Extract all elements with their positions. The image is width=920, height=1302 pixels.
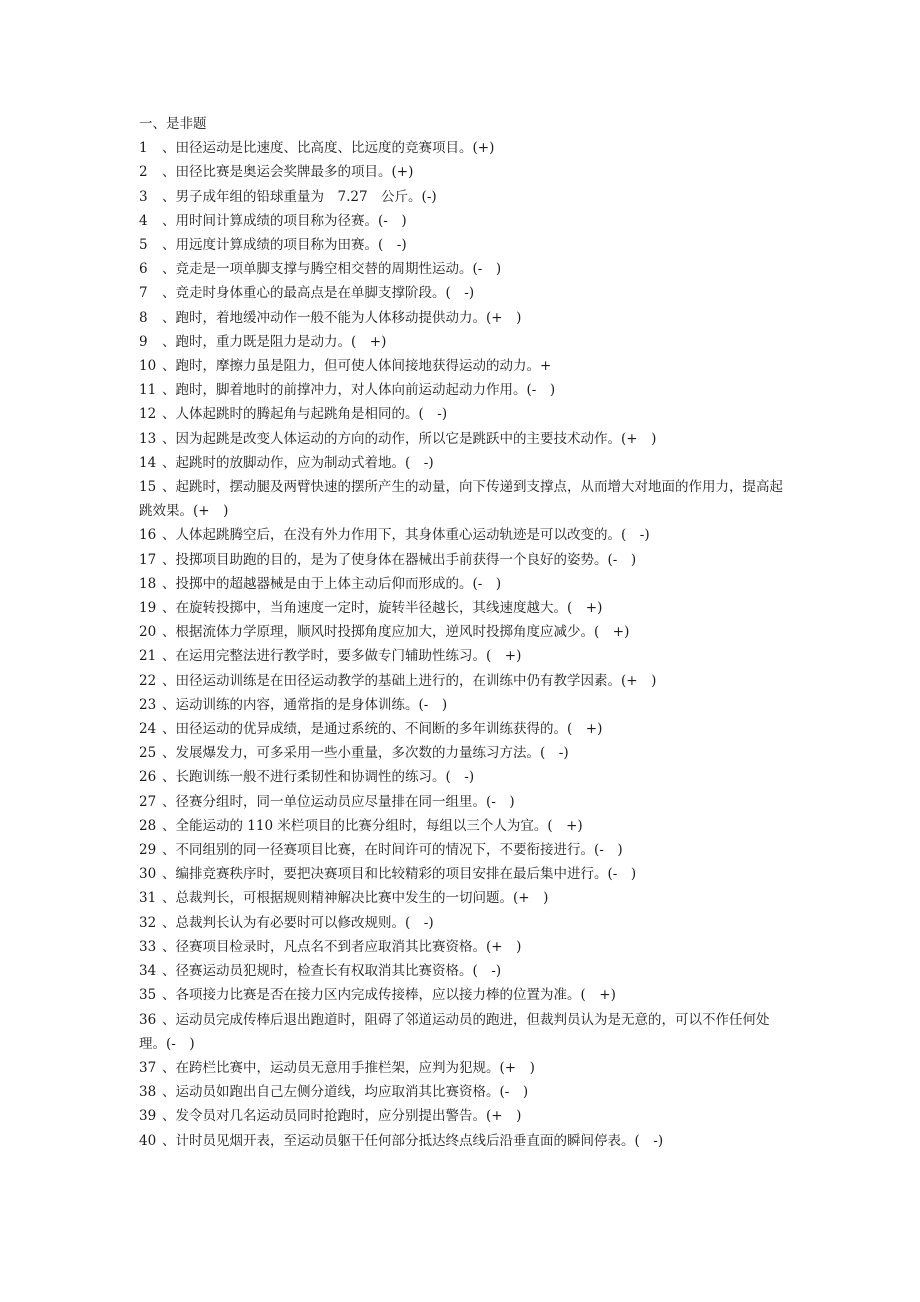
question-number: 4 <box>139 212 148 229</box>
question-number: 30 <box>139 866 157 883</box>
question-item <box>139 669 787 693</box>
question-number: 32 <box>139 914 157 931</box>
question-item <box>139 1080 787 1104</box>
question-list <box>139 136 787 1153</box>
question-number: 3 <box>139 188 148 205</box>
question-item <box>139 257 787 281</box>
question-number: 14 <box>139 454 157 471</box>
question-item <box>139 427 787 451</box>
question-item <box>139 983 787 1007</box>
question-number: 40 <box>139 1132 157 1149</box>
question-text: 、田径比赛是奥运会奖牌最多的项目。(+) <box>162 164 414 181</box>
question-item <box>139 330 787 354</box>
question-text: 、长跑训练一般不进行柔韧性和协调性的练习。( -) <box>162 769 475 786</box>
question-text: 、总裁判长，可根据规则精神解决比赛中发生的一切问题。(+ ) <box>162 890 549 907</box>
question-text: 、因为起跳是改变人体运动的方向的动作，所以它是跳跃中的主要技术动作。(+ ) <box>162 430 657 447</box>
question-text: 、径赛分组时，同一单位运动员应尽量排在同一组里。(- ) <box>162 793 515 810</box>
question-item <box>139 620 787 644</box>
question-text: 、不同组别的同一径赛项目比赛，在时间许可的情况下，不要衔接进行。(- ) <box>162 842 623 859</box>
question-number: 6 <box>139 261 148 278</box>
question-number: 36 <box>139 1011 157 1028</box>
question-item <box>139 1056 787 1080</box>
question-number: 37 <box>139 1059 157 1076</box>
question-number: 22 <box>139 672 157 689</box>
question-number: 15 <box>139 479 157 496</box>
question-number: 26 <box>139 769 157 786</box>
question-item <box>139 354 787 378</box>
question-text: 、在旋转投掷中，当角速度一定时，旋转半径越长，其线速度越大。( +) <box>162 600 603 617</box>
question-number: 5 <box>139 237 148 253</box>
question-item <box>139 475 787 523</box>
question-item <box>139 233 787 257</box>
question-number: 33 <box>139 938 157 955</box>
question-item <box>139 741 787 765</box>
question-item <box>139 911 787 935</box>
question-item <box>139 136 787 160</box>
question-number: 17 <box>139 551 157 568</box>
question-item <box>139 160 787 184</box>
question-item <box>139 838 787 862</box>
question-item <box>139 886 787 910</box>
question-text: 、总裁判长认为有必要时可以修改规则。( -) <box>162 914 434 931</box>
question-number: 35 <box>139 987 157 1004</box>
question-text: 、发令员对几名运动员同时抢跑时，应分别提出警告。(+ ) <box>162 1108 522 1125</box>
question-text: 、田径运动的优异成绩，是通过系统的、不间断的多年训练获得的。( +) <box>162 721 603 738</box>
question-text: 、径赛运动员犯规时，检查长有权取消其比赛资格。( -) <box>162 963 502 980</box>
question-item <box>139 959 787 983</box>
document-page <box>139 112 787 1153</box>
question-item <box>139 451 787 475</box>
question-number: 25 <box>139 745 157 762</box>
question-number: 39 <box>139 1108 157 1125</box>
question-item <box>139 306 787 330</box>
question-text: 、跑时，重力既是阻力是动力。( +) <box>162 333 387 350</box>
question-item <box>139 572 787 596</box>
question-item <box>139 1008 787 1056</box>
question-item <box>139 523 787 547</box>
question-number: 19 <box>139 600 157 617</box>
question-text: 、在运用完整法进行教学时，要多做专门辅助性练习。( +) <box>162 648 522 665</box>
question-text: 、投掷中的超越器械是由于上体主动后仰而形成的。(- ) <box>162 575 502 592</box>
question-number: 29 <box>139 842 157 859</box>
question-number: 21 <box>139 648 157 665</box>
question-item <box>139 209 787 233</box>
question-number: 13 <box>139 430 157 447</box>
question-number: 9 <box>139 333 148 350</box>
question-item <box>139 693 787 717</box>
question-number: 27 <box>139 793 157 810</box>
question-number: 28 <box>139 817 157 834</box>
question-text: 、跑时，脚着地时的前撑冲力，对人体向前运动起动力作用。(- ) <box>162 382 556 399</box>
question-item <box>139 378 787 402</box>
question-number: 24 <box>139 721 157 738</box>
question-text: 、起跳时的放脚动作，应为制动式着地。( -) <box>162 454 434 471</box>
question-text: 、竞走时身体重心的最高点是在单脚支撑阶段。( -) <box>162 285 475 302</box>
question-item <box>139 1104 787 1128</box>
question-text: 、田径运动训练是在田径运动教学的基础上进行的，在训练中仍有教学因素。(+ ) <box>162 672 657 689</box>
question-item <box>139 862 787 886</box>
question-text: 、用时间计算成绩的项目称为径赛。(- ) <box>162 212 407 229</box>
question-text: 、竞走是一项单脚支撑与腾空相交替的周期性运动。(- ) <box>162 261 502 278</box>
question-number: 11 <box>139 382 157 399</box>
question-item <box>139 717 787 741</box>
question-item <box>139 790 787 814</box>
question-text: 、径赛项目检录时，凡点名不到者应取消其比赛资格。(+ ) <box>162 938 522 955</box>
question-text: 、在跨栏比赛中，运动员无意用手推栏架，应判为犯规。(+ ) <box>162 1059 535 1076</box>
question-number: 18 <box>139 575 157 592</box>
question-text: 、田径运动是比速度、比高度、比远度的竞赛项目。(+) <box>162 140 495 157</box>
question-number: 1 <box>139 140 148 157</box>
section-title: 一、是非题 <box>139 116 207 132</box>
question-text: 、人体起跳时的腾起角与起跳角是相同的。( -) <box>162 406 448 423</box>
question-text: 、投掷项目助跑的目的，是为了使身体在器械出手前获得一个良好的姿势。(- ) <box>162 551 637 568</box>
question-text: 、跑时，着地缓冲动作一般不能为人体移动提供动力。(+ ) <box>162 309 522 326</box>
question-item <box>139 281 787 305</box>
question-item <box>139 765 787 789</box>
question-text: 、跑时，摩擦力虽是阻力，但可使人体间接地获得运动的动力。+ <box>162 358 552 375</box>
question-number: 8 <box>139 309 148 326</box>
question-number: 12 <box>139 406 157 423</box>
question-item <box>139 402 787 426</box>
question-text: 、运动员如跑出自己左侧分道线，均应取消其比赛资格。(- ) <box>162 1084 529 1101</box>
question-number: 10 <box>139 358 157 375</box>
question-text: 、运动训练的内容，通常指的是身体训练。(- ) <box>162 696 448 713</box>
question-number: 20 <box>139 624 157 641</box>
question-text: 、编排竞赛秩序时，要把决赛项目和比较精彩的项目安排在最后集中进行。(- ) <box>162 866 637 883</box>
question-item <box>139 644 787 668</box>
question-text: 、计时员见烟开表，至运动员躯干任何部分抵达终点线后沿垂直面的瞬间停表。( -) <box>162 1132 664 1149</box>
question-item <box>139 1129 787 1153</box>
question-item <box>139 935 787 959</box>
question-number: 7 <box>139 285 148 302</box>
question-item <box>139 185 787 209</box>
question-number: 2 <box>139 164 148 181</box>
question-item <box>139 814 787 838</box>
question-text: 、发展爆发力，可多采用一些小重量，多次数的力量练习方法。( -) <box>162 745 569 762</box>
question-number: 16 <box>139 527 157 544</box>
question-number: 34 <box>139 963 157 980</box>
question-number: 31 <box>139 890 157 907</box>
question-text: 、人体起跳腾空后，在没有外力作用下，其身体重心运动轨迹是可以改变的。( -) <box>162 527 650 544</box>
question-text: 、用远度计算成绩的项目称为田赛。( -) <box>162 237 407 253</box>
question-text: 、根据流体力学原理，顺风时投掷角度应加大，逆风时投掷角度应减少。( +) <box>162 624 630 641</box>
question-text: 、男子成年组的铅球重量为 7.27 公斤。(-) <box>162 188 437 205</box>
question-text: 、各项接力比赛是否在接力区内完成传接棒，应以接力棒的位置为准。( +) <box>162 987 616 1004</box>
question-text: 、起跳时，摆动腿及两臂快速的摆所产生的动量，向下传递到支撑点，从而增大对地面的作用力，提高起跳效果。(+ ) <box>139 479 783 520</box>
question-text: 、运动员完成传棒后退出跑道时，阻碍了邻道运动员的跑进，但裁判员认为是无意的，可以不作任何处理。(- ) <box>139 1011 770 1052</box>
question-number: 38 <box>139 1084 157 1101</box>
question-item <box>139 596 787 620</box>
question-item <box>139 548 787 572</box>
question-number: 23 <box>139 696 157 713</box>
question-text: 、全能运动的 110 米栏项目的比赛分组时，每组以三个人为宜。( +) <box>162 817 583 834</box>
